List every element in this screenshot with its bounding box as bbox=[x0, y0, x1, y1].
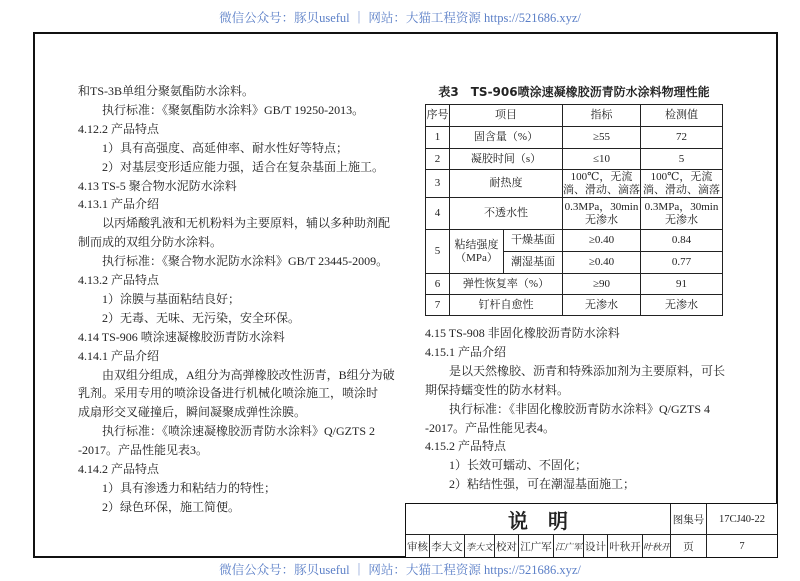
header-cell: 序号 bbox=[426, 105, 450, 127]
header-cell: 项目 bbox=[450, 105, 563, 127]
table-cell: 2 bbox=[426, 149, 450, 170]
checker-signature: 江广军 bbox=[554, 535, 584, 557]
table-cell: 粘结强度（MPa） bbox=[450, 230, 504, 274]
page-label: 页 bbox=[671, 535, 707, 557]
atlas-label: 图集号 bbox=[671, 504, 707, 535]
text-line: 4.12.2 产品特点 bbox=[78, 121, 160, 136]
text-line: 4.13.2 产品特点 bbox=[78, 273, 160, 287]
table-cell: 0.77 bbox=[641, 252, 723, 274]
text-line: 期保持蠕变性的防水材料。 bbox=[425, 382, 570, 397]
table-cell: 100℃，无流淌、滑动、滴落 bbox=[563, 170, 640, 196]
text-line: 乳剂。采用专用的喷涂设备进行机械化喷涂施工，喷涂时 bbox=[78, 386, 379, 401]
text-line: 制而成的双组分防水涂料。 bbox=[78, 235, 223, 250]
text-line: 4.13.1 产品介绍 bbox=[78, 197, 160, 212]
table-cell: 5 bbox=[641, 149, 723, 170]
reviewer-name: 李大文 bbox=[430, 535, 465, 557]
table-cell: 3 bbox=[426, 170, 450, 198]
table-cell: 72 bbox=[641, 127, 723, 149]
table-cell: ≥90 bbox=[563, 274, 641, 295]
table-cell: 6 bbox=[426, 274, 450, 295]
table-cell: 弹性恢复率（%） bbox=[450, 274, 563, 295]
checker-name: 江广军 bbox=[519, 535, 554, 557]
sheet-title: 说 明 bbox=[406, 504, 671, 535]
text-line: 4.15.2 产品特点 bbox=[425, 439, 507, 454]
text-line: 执行标准：《非固化橡胶沥青防水涂料》Q/GZTS 4 bbox=[449, 401, 711, 416]
text-line: 4.13 TS-5 聚合物水泥防水涂料 bbox=[78, 178, 237, 193]
text-line: 以丙烯酸乳液和无机粉料为主要原料，辅以多种助剂配 bbox=[102, 216, 391, 231]
table-cell: 干燥基面 bbox=[504, 230, 563, 252]
table-row bbox=[426, 295, 723, 316]
designer-name: 叶秋开 bbox=[608, 535, 643, 557]
table-cell: ≤10 bbox=[563, 149, 641, 170]
header-cell: 指标 bbox=[563, 105, 641, 127]
check-label: 校对 bbox=[495, 535, 519, 557]
text-line: 4.15 TS-908 非固化橡胶沥青防水涂料 bbox=[425, 326, 620, 340]
text-line: 1）具有渗透力和粘结力的特性； bbox=[102, 480, 277, 495]
text-line: 执行标准：《聚合物水泥防水涂料》GB/T 23445-2009。 bbox=[102, 254, 389, 269]
text-line: 4.14.1 产品介绍 bbox=[78, 348, 160, 363]
table-cell: ≥0.40 bbox=[563, 252, 641, 274]
table-caption: 表3 TS-906喷涂速凝橡胶沥青防水涂料物理性能 bbox=[438, 85, 710, 99]
text-line: 是以天然橡胶、沥青和特殊添加剂为主要原料，可长 bbox=[449, 363, 726, 378]
table-row bbox=[426, 274, 723, 295]
table-cell: 7 bbox=[426, 295, 450, 316]
table-cell: 固含量（%） bbox=[450, 127, 563, 149]
table-row bbox=[426, 230, 723, 252]
properties-table bbox=[425, 104, 723, 316]
text-line: 由双组分组成，A组分为高弹橡胶改性沥青，B组分为破 bbox=[102, 367, 395, 382]
text-line: -2017。产品性能见表3。 bbox=[78, 443, 208, 458]
text-line: 成扇形交叉碰撞后，瞬间凝聚成弹性涂膜。 bbox=[78, 405, 307, 420]
table-row bbox=[426, 127, 723, 149]
table-row bbox=[426, 149, 723, 170]
text-line: 4.14 TS-906 喷涂速凝橡胶沥青防水涂料 bbox=[78, 329, 285, 344]
text-line: 2）对基层变形适应能力强，适合在复杂基面上施工。 bbox=[102, 159, 385, 174]
table-cell: 0.3MPa，30min 无渗水 bbox=[563, 198, 641, 230]
table-cell: 无渗水 bbox=[641, 295, 723, 316]
table-cell: 1 bbox=[426, 127, 450, 149]
atlas-number: 17CJ40-22 bbox=[707, 504, 777, 535]
watermark-top: 微信公众号：豚贝useful ｜ 网站：大猫工程资源 https://521686.xyz/ bbox=[219, 11, 581, 25]
table-row bbox=[426, 170, 723, 198]
table-cell: ≥55 bbox=[563, 127, 641, 149]
table-cell: 4 bbox=[426, 198, 450, 230]
table-header-row bbox=[426, 105, 723, 127]
text-line: 执行标准：《聚氨酯防水涂料》GB/T 19250-2013。 bbox=[102, 102, 365, 117]
table-cell: 100℃，无流淌、滑动、滴落 bbox=[641, 170, 723, 198]
text-line: 2）粘结性强，可在潮湿基面施工； bbox=[449, 477, 636, 492]
design-label: 设计 bbox=[584, 535, 608, 557]
text-line: 2）绿色环保，施工简便。 bbox=[102, 499, 241, 514]
table-cell: 不透水性 bbox=[450, 198, 563, 230]
table-cell: 无渗水 bbox=[563, 295, 641, 316]
text-line: 执行标准：《喷涂速凝橡胶沥青防水涂料》Q/GZTS 2 bbox=[102, 424, 376, 439]
header-cell: 检测值 bbox=[641, 105, 723, 127]
table-cell: 5 bbox=[426, 230, 450, 274]
table-cell: 0.3MPa，30min 无渗水 bbox=[641, 198, 723, 230]
text-line: 1）长效可蠕动、不固化； bbox=[449, 458, 588, 473]
table-cell: 钉杆自愈性 bbox=[450, 295, 563, 316]
table-cell: 潮湿基面 bbox=[504, 252, 563, 274]
text-line: 和TS-3B单组分聚氨酯防水涂料。 bbox=[78, 84, 255, 98]
text-line: 1）具有高强度、高延伸率、耐水性好等特点； bbox=[102, 140, 349, 155]
review-label: 审核 bbox=[406, 535, 430, 557]
page-number: 7 bbox=[739, 540, 745, 552]
table-cell: 91 bbox=[641, 274, 723, 295]
table-cell: ≥0.40 bbox=[563, 230, 641, 252]
text-line: -2017。产品性能见表4。 bbox=[425, 420, 555, 435]
watermark-bottom: 微信公众号：豚贝useful ｜ 网站：大猫工程资源 https://521686.xyz/ bbox=[219, 563, 581, 577]
designer-signature: 叶秋开 bbox=[643, 535, 671, 557]
table-cell: 0.84 bbox=[641, 230, 723, 252]
text-line: 2）无毒、无味、无污染，安全环保。 bbox=[102, 310, 301, 325]
text-line: 4.15.1 产品介绍 bbox=[425, 344, 507, 359]
table-cell: 耐热度 bbox=[450, 170, 563, 198]
reviewer-signature: 李大文 bbox=[465, 535, 495, 557]
text-line: 1）涂膜与基面粘结良好； bbox=[102, 291, 241, 306]
table-row bbox=[426, 198, 723, 230]
title-block bbox=[405, 503, 778, 558]
table-cell: 凝胶时间（s） bbox=[450, 149, 563, 170]
text-line: 4.14.2 产品特点 bbox=[78, 462, 160, 476]
